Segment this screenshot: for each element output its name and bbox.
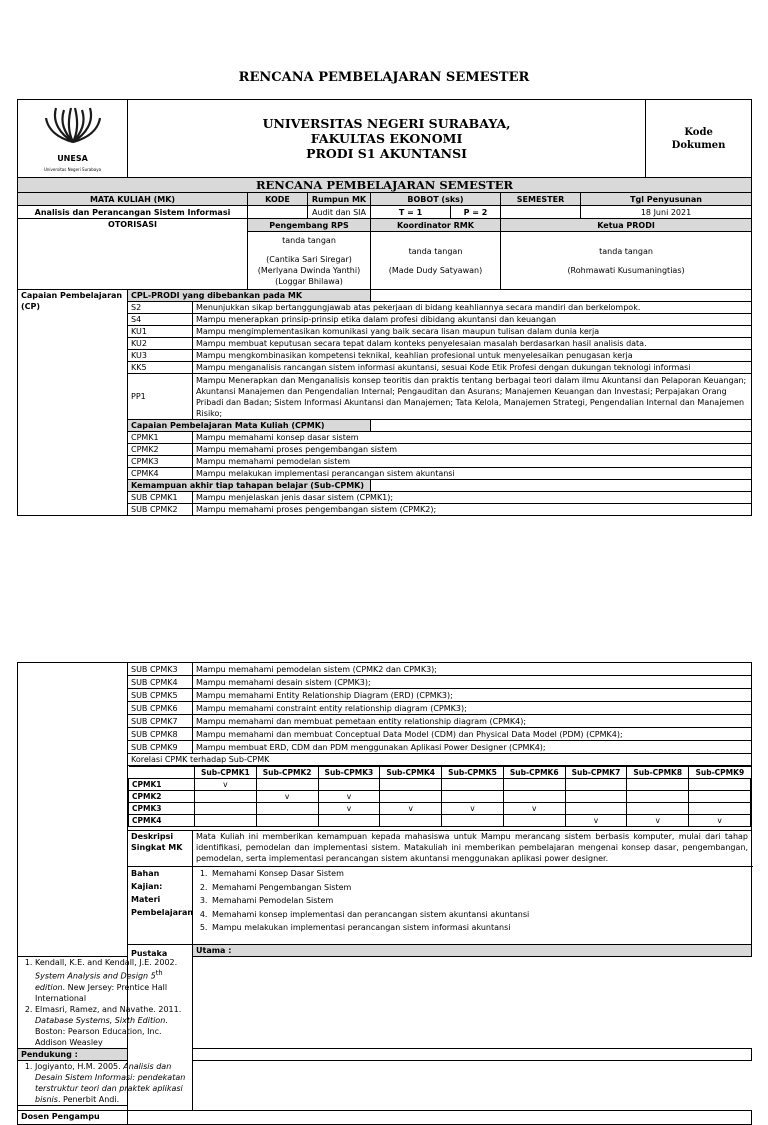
program-name: PRODI S1 AKUNTANSI — [306, 146, 467, 161]
pengembang-header: Pengembang RPS — [248, 219, 371, 232]
faculty-name: FAKULTAS EKONOMI — [310, 131, 463, 146]
semester-header: SEMESTER — [501, 193, 581, 206]
koordinator-sign: tanda tangan (Made Dudy Satyawan) — [371, 232, 501, 290]
bobot-header: BOBOT (sks) — [371, 193, 501, 206]
sub-cpmk-row: SUB CPMK9 Mampu membuat ERD, CDM dan PDM menggunakan Aplikasi Power Designer (CPMK4); — [18, 741, 752, 754]
deskripsi-text: Mata Kuliah ini memberikan kemampuan kepada mahasiswa untuk Mampu merancang sistem berbasis komputer, mulai dari tahap identifikasi, pemodelan dan implementasi sistem. Matakuliah ini memberikan pembelajaran mengenai konsep dasar, pengembangan, pemodelan, serta implementasi perancangan sistem akuntansi menggunakan aplikasi power designer. — [193, 831, 752, 867]
logo — [18, 100, 128, 178]
matrix-col-header: Sub-CPMK3 — [318, 767, 380, 779]
cpl-row: KU1 Mampu mengimplementasikan komunikasi yang baik secara lisan maupun tulisan dalam dunia kerja — [18, 326, 752, 338]
list-item: 1. Kendall, K.E. and Kendall, J.E. 2002. System Analysis and Design 5th edition. New Jersey: Prentice Hall International — [35, 957, 189, 1004]
pendukung-label: Pendukung : — [18, 1048, 128, 1060]
sub-cpmk-row: SUB CPMK8 Mampu memahami dan membuat Conceptual Data Model (CDM) dan Physical Data Model (PDM) (CPMK4); — [18, 728, 752, 741]
matrix-row: CPMK1 v — [129, 779, 751, 791]
ketua-header: Ketua PRODI — [501, 219, 752, 232]
course-semester — [501, 206, 581, 219]
matrix-col-header: Sub-CPMK6 — [503, 767, 565, 779]
matrix-row: CPMK2 v v — [129, 791, 751, 803]
cpl-row: KU2 Mampu membuat keputusan secara tepat dalam konteks penyelesaian masalah berdasarkan hasil analisis data. — [18, 338, 752, 350]
list-item: 4. Memahami konsep implementasi dan perancangan sistem akuntansi akuntansi — [210, 908, 748, 922]
cpl-row: S4 Mampu menerapkan prinsip-prinsip etika dalam profesi dibidang akuntansi dan keuangan — [18, 314, 752, 326]
bobot-t: T = 1 — [371, 206, 451, 219]
sub-cpmk-row: SUB CPMK4 Mampu memahami desain sistem (CPMK3); — [18, 676, 752, 689]
cpl-row: S2 Menunjukkan sikap bertanggungjawab atas pekerjaan di bidang keahliannya secara mandiri dan berkelompok. — [18, 302, 752, 314]
matrix-row: CPMK4 v v v — [129, 815, 751, 827]
list-item: 2. Memahami Pengembangan Sistem — [210, 881, 748, 895]
cpmk-row: CPMK1 Mampu memahami konsep dasar sistem — [18, 432, 752, 444]
otorisasi-label: OTORISASI — [18, 219, 248, 290]
matrix-col-header: Sub-CPMK1 — [195, 767, 257, 779]
dosen-label: Dosen Pengampu — [18, 1110, 128, 1124]
cpmk-header: Capaian Pembelajaran Mata Kuliah (CPMK) — [128, 420, 371, 432]
cpl-row: KU3 Mampu mengkombinasikan kompetensi teknikal, keahlian profesional untuk menyelesaikan penugasan kerja — [18, 350, 752, 362]
pustaka-label: Pustaka — [128, 945, 193, 1111]
matrix-col-header: Sub-CPMK9 — [689, 767, 751, 779]
matrix-col-header: Sub-CPMK4 — [380, 767, 442, 779]
sub-cpmk-row: SUB CPMK3 Mampu memahami pemodelan sistem (CPMK2 dan CPMK3); — [18, 663, 752, 676]
cpmk-row: CPMK2 Mampu memahami proses pengembangan sistem — [18, 444, 752, 456]
bahan-label: Bahan Kajian: Materi Pembelajaran — [128, 867, 193, 945]
list-item: 3. Memahami Pemodelan Sistem — [210, 894, 748, 908]
institution-header — [128, 100, 646, 178]
rps-subtitle: RENCANA PEMBELAJARAN SEMESTER — [18, 178, 752, 193]
utama-label: Utama : — [193, 945, 752, 957]
cpl-row: KK5 Mampu menganalisis rancangan sistem informasi akuntansi, sesuai Kode Etik Profesi dengan dukungan teknologi informasi — [18, 362, 752, 374]
sub-cpmk-row: SUB CPMK6 Mampu memahami constraint entity relationship diagram (CPMK3); — [18, 702, 752, 715]
deskripsi-label: Deskripsi Singkat MK — [128, 831, 193, 867]
sub-cpmk-row: SUB CPMK7 Mampu memahami dan membuat pemetaan entity relationship diagram (CPMK4); — [18, 715, 752, 728]
course-rumpun: Audit dan SIA — [308, 206, 371, 219]
matrix-col-header: Sub-CPMK7 — [565, 767, 627, 779]
pendukung-list — [21, 1061, 189, 1105]
course-code — [248, 206, 308, 219]
cp-label: Capaian Pembelajaran (CP) — [18, 290, 128, 516]
pengembang-sign: tanda tangan (Cantika Sari Siregar) (Merlyana Dwinda Yanthi) (Loggar Bhilawa) — [248, 232, 371, 290]
sub-cpmk-row: SUB CPMK2 Mampu memahami proses pengembangan sistem (CPMK2); — [18, 504, 752, 516]
utama-list — [21, 957, 189, 1048]
unesa-logo-icon — [38, 102, 108, 150]
sub-cpmk-header: Kemampuan akhir tiap tahapan belajar (Sub-CPMK) — [128, 480, 371, 492]
sub-cpmk-row: SUB CPMK1 Mampu menjelaskan jenis dasar sistem (CPMK1); — [18, 492, 752, 504]
list-item: 5. Mampu melakukan implementasi perancangan sistem informasi akuntansi — [210, 921, 748, 935]
list-item: 2. Elmasri, Ramez, and Navathe. 2011. Database Systems, Sixth Edition. Boston: Pearson Education, Inc. Addison Weasley — [35, 1004, 189, 1048]
matrix-col-header: Sub-CPMK2 — [256, 767, 318, 779]
matrix-row: CPMK3 v v v v — [129, 803, 751, 815]
logo-subtext: Universitas Negeri Surabaya — [43, 167, 102, 172]
cpmk-row: CPMK3 Mampu memahami pemodelan sistem — [18, 456, 752, 468]
bahan-list — [196, 867, 748, 935]
bobot-p: P = 2 — [451, 206, 501, 219]
ketua-sign: tanda tangan (Rohmawati Kusumaningtias) — [501, 232, 752, 290]
tgl-header: Tgl Penyusunan — [581, 193, 752, 206]
course-date: 18 Juni 2021 — [581, 206, 752, 219]
cpl-header: CPL-PRODI yang dibebankan pada MK — [128, 290, 371, 302]
page-title: RENCANA PEMBELAJARAN SEMESTER — [238, 70, 530, 85]
course-name: Analisis dan Perancangan Sistem Informasi — [18, 206, 248, 219]
cpl-row: PP1 Mampu Menerapkan dan Menganalisis konsep teoritis dan praktis tentang berbagai teori dalam ilmu Akuntansi dan Pelaporan Keuangan; Akuntansi Manajemen dan Pengendalian Internal; Pengauditan dan Asurans; Manajemen Keuangan dan Investasi; Perpajakan Orang Pribadi dan Badan; Sistem Informasi Akuntansi dan Manajemen; Tata Kelola, Manajemen Strategi, Pengendalian Internal dan Manajemen Risiko; — [18, 374, 752, 420]
kode-header: KODE — [248, 193, 308, 206]
matrix-col-header: Sub-CPMK5 — [442, 767, 504, 779]
university-name: UNIVERSITAS NEGERI SURABAYA, — [262, 116, 511, 131]
matrix-col-header: Sub-CPMK8 — [627, 767, 689, 779]
list-item: 1. Memahami Konsep Dasar Sistem — [210, 867, 748, 881]
cpmk-row: CPMK4 Mampu melakukan implementasi perancangan sistem akuntansi — [18, 468, 752, 480]
rps-continuation-table — [17, 662, 752, 1125]
rumpun-header: Rumpun MK — [308, 193, 371, 206]
koordinator-header: Koordinator RMK — [371, 219, 501, 232]
sub-cpmk-row: SUB CPMK5 Mampu memahami Entity Relationship Diagram (ERD) (CPMK3); — [18, 689, 752, 702]
korelasi-matrix — [128, 766, 751, 827]
kode-dokumen: Kode Dokumen — [646, 100, 752, 178]
list-item: 1. Jogiyanto, H.M. 2005. Analisis dan Desain Sistem Informasi: pendekatan terstruktur teori dan praktek aplikasi bisnis. Penerbit Andi. — [35, 1061, 189, 1105]
mk-header: MATA KULIAH (MK) — [18, 193, 248, 206]
logo-text: UNESA — [57, 154, 88, 163]
rps-header-table — [17, 99, 752, 516]
korelasi-title: Korelasi CPMK terhadap Sub-CPMK — [128, 754, 752, 766]
